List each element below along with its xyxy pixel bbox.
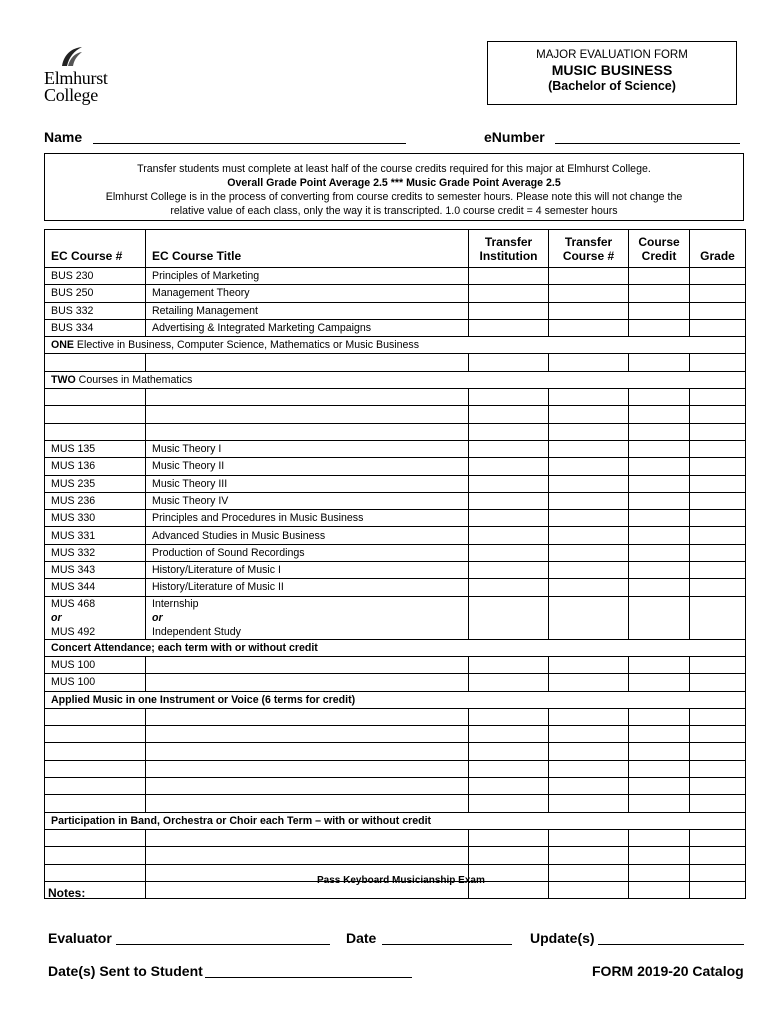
course-credit-cell[interactable] <box>629 319 690 336</box>
date-sent-field[interactable] <box>205 977 412 978</box>
course-title-cell <box>146 847 469 864</box>
course-row <box>45 268 746 285</box>
transfer-course-cell[interactable] <box>549 760 629 777</box>
transfer-course-cell[interactable] <box>549 302 629 319</box>
course-credit-cell[interactable] <box>629 406 690 423</box>
course-row <box>45 579 746 596</box>
grade-cell[interactable] <box>690 406 746 423</box>
transfer-institution-cell[interactable] <box>469 285 549 302</box>
course-number-cell <box>45 708 146 725</box>
section-count: TWO <box>51 373 76 386</box>
course-title-cell <box>146 760 469 777</box>
course-credit-cell[interactable] <box>629 492 690 509</box>
course-title: Independent Study <box>152 625 241 638</box>
course-row <box>45 743 746 760</box>
grade-cell[interactable] <box>690 527 746 544</box>
course-credit-cell[interactable] <box>629 562 690 579</box>
grade-cell[interactable] <box>690 423 746 440</box>
header-grade: Grade <box>690 230 746 268</box>
course-number-cell: BUS 230 <box>45 268 146 285</box>
course-credit-cell[interactable] <box>629 579 690 596</box>
transfer-course-cell[interactable] <box>549 527 629 544</box>
course-title-cell: Principles of Marketing <box>146 268 469 285</box>
course-number-cell <box>45 406 146 423</box>
grade-cell[interactable] <box>690 492 746 509</box>
transfer-course-cell[interactable] <box>549 743 629 760</box>
transfer-institution-cell[interactable] <box>469 527 549 544</box>
course-credit-cell[interactable] <box>629 743 690 760</box>
course-credit-cell[interactable] <box>629 268 690 285</box>
updates-label: Update(s) <box>530 930 595 946</box>
grade-cell[interactable] <box>690 562 746 579</box>
course-credit-cell[interactable] <box>629 475 690 492</box>
transfer-institution-cell[interactable] <box>469 562 549 579</box>
transfer-course-cell[interactable] <box>549 268 629 285</box>
transfer-course-cell[interactable] <box>549 423 629 440</box>
transfer-institution-cell[interactable] <box>469 596 549 639</box>
section-heading-cell: Applied Music in one Instrument or Voice (6 terms for credit) <box>45 691 746 708</box>
date-sent-label: Date(s) Sent to Student <box>48 963 203 979</box>
grade-cell[interactable] <box>690 285 746 302</box>
course-number-cell <box>45 596 146 639</box>
transfer-course-cell[interactable] <box>549 726 629 743</box>
transfer-course-cell[interactable] <box>549 475 629 492</box>
course-row <box>45 726 746 743</box>
logo-mark-icon <box>58 44 84 70</box>
transfer-institution-cell[interactable] <box>469 760 549 777</box>
course-credit-cell[interactable] <box>629 389 690 406</box>
form-title-line3: (Bachelor of Science) <box>548 79 676 93</box>
course-credit-cell[interactable] <box>629 544 690 561</box>
notes-label: Notes: <box>48 886 86 900</box>
transfer-course-cell[interactable] <box>549 579 629 596</box>
course-table <box>44 229 746 899</box>
course-number-cell <box>45 423 146 440</box>
course-number-cell <box>45 864 146 881</box>
transfer-course-cell[interactable] <box>549 847 629 864</box>
or-label: or <box>51 611 62 624</box>
course-row <box>45 544 746 561</box>
course-title-cell: Advertising & Integrated Marketing Campaigns <box>146 319 469 336</box>
course-row <box>45 492 746 509</box>
course-credit-cell[interactable] <box>629 674 690 691</box>
transfer-institution-cell[interactable] <box>469 406 549 423</box>
course-number-cell: MUS 331 <box>45 527 146 544</box>
course-number-cell <box>45 778 146 795</box>
form-title-line1: MAJOR EVALUATION FORM <box>536 49 688 61</box>
transfer-course-cell[interactable] <box>549 674 629 691</box>
logo-text-line2: College <box>44 85 98 105</box>
grade-cell[interactable] <box>690 847 746 864</box>
course-credit-cell[interactable] <box>629 708 690 725</box>
course-row <box>45 527 746 544</box>
transfer-institution-cell[interactable] <box>469 579 549 596</box>
course-row <box>45 708 746 725</box>
course-title-cell: Production of Sound Recordings <box>146 544 469 561</box>
course-title-cell <box>146 795 469 812</box>
enumber-label: eNumber <box>484 129 545 145</box>
course-title: Internship <box>152 597 199 610</box>
course-credit-cell[interactable] <box>629 285 690 302</box>
course-credit-cell[interactable] <box>629 656 690 673</box>
course-number-cell: MUS 100 <box>45 656 146 673</box>
course-row <box>45 458 746 475</box>
transfer-institution-cell[interactable] <box>469 847 549 864</box>
course-title-cell: Management Theory <box>146 285 469 302</box>
table-header-row <box>45 230 746 268</box>
course-title-cell <box>146 829 469 846</box>
course-title-cell <box>146 674 469 691</box>
course-row <box>45 285 746 302</box>
course-row <box>45 302 746 319</box>
course-credit-cell[interactable] <box>629 847 690 864</box>
grade-cell[interactable] <box>690 319 746 336</box>
transfer-institution-cell[interactable] <box>469 319 549 336</box>
transfer-institution-cell[interactable] <box>469 778 549 795</box>
course-credit-cell[interactable] <box>629 829 690 846</box>
transfer-institution-cell[interactable] <box>469 268 549 285</box>
course-number-cell: MUS 135 <box>45 440 146 457</box>
course-title-cell <box>146 708 469 725</box>
course-number-cell <box>45 829 146 846</box>
transfer-institution-cell[interactable] <box>469 354 549 371</box>
section-heading-cell <box>45 337 746 354</box>
grade-cell[interactable] <box>690 596 746 639</box>
form-catalog-label: FORM 2019-20 Catalog <box>592 963 744 979</box>
course-number-cell: MUS 343 <box>45 562 146 579</box>
course-number-cell: MUS 100 <box>45 674 146 691</box>
name-field[interactable] <box>93 143 406 144</box>
course-row <box>45 319 746 336</box>
pass-keyboard-label: Pass Keyboard Musicianship Exam <box>317 875 485 886</box>
course-title-cell <box>146 406 469 423</box>
section-heading-row <box>45 639 746 656</box>
section-heading-cell: Participation in Band, Orchestra or Choir each Term – with or without credit <box>45 812 746 829</box>
section-heading-row <box>45 691 746 708</box>
course-number-cell: MUS 136 <box>45 458 146 475</box>
course-title-cell: Retailing Management <box>146 302 469 319</box>
date-label: Date <box>346 930 377 946</box>
grade-cell[interactable] <box>690 829 746 846</box>
notice-line3: Elmhurst College is in the process of converting from course credits to semester hours. Please note this will not change the <box>105 191 683 203</box>
transfer-course-cell[interactable] <box>549 319 629 336</box>
transfer-institution-cell[interactable] <box>469 510 549 527</box>
course-title-cell: Music Theory II <box>146 458 469 475</box>
transfer-institution-cell[interactable] <box>469 458 549 475</box>
section-text: Elective in Business, Computer Science, Mathematics or Music Business <box>73 339 419 352</box>
course-number-cell <box>45 726 146 743</box>
course-number: MUS 492 <box>51 625 96 638</box>
course-number: MUS 468 <box>51 597 96 610</box>
transfer-institution-cell[interactable] <box>469 423 549 440</box>
date-field[interactable] <box>382 944 512 945</box>
course-number-cell <box>45 847 146 864</box>
course-number-cell <box>45 795 146 812</box>
transfer-course-cell[interactable] <box>549 406 629 423</box>
course-row <box>45 389 746 406</box>
grade-cell[interactable] <box>690 674 746 691</box>
course-row <box>45 656 746 673</box>
course-number-cell: MUS 332 <box>45 544 146 561</box>
header-transfer-institution: Transfer Institution <box>469 230 549 268</box>
notice-line4: relative value of each class, only the way it is transcripted. 1.0 course credit = 4 semester hours <box>170 205 618 217</box>
name-label: Name <box>44 129 83 145</box>
transfer-course-cell[interactable] <box>549 354 629 371</box>
transfer-course-cell[interactable] <box>549 562 629 579</box>
course-number-cell: MUS 235 <box>45 475 146 492</box>
transfer-course-cell[interactable] <box>549 881 629 898</box>
course-credit-cell[interactable] <box>629 527 690 544</box>
course-credit-cell[interactable] <box>629 864 690 881</box>
course-row <box>45 847 746 864</box>
notice-line1: Transfer students must complete at least half of the course credits required for this major at Elmhurst College. <box>137 163 651 175</box>
section-heading-row <box>45 371 746 388</box>
course-title-cell: Music Theory IV <box>146 492 469 509</box>
transfer-course-cell[interactable] <box>549 440 629 457</box>
course-alternative-row <box>45 596 746 639</box>
course-number-cell: BUS 334 <box>45 319 146 336</box>
transfer-course-cell[interactable] <box>549 864 629 881</box>
course-title-cell <box>146 743 469 760</box>
grade-cell[interactable] <box>690 743 746 760</box>
course-row <box>45 354 746 371</box>
section-heading-row <box>45 337 746 354</box>
course-row <box>45 510 746 527</box>
header-ec-course-title: EC Course Title <box>146 230 469 268</box>
transfer-course-cell[interactable] <box>549 795 629 812</box>
course-number-cell: MUS 236 <box>45 492 146 509</box>
course-title-cell: Music Theory III <box>146 475 469 492</box>
evaluator-field[interactable] <box>116 944 330 945</box>
transfer-course-cell[interactable] <box>549 458 629 475</box>
grade-cell[interactable] <box>690 268 746 285</box>
section-heading-row <box>45 812 746 829</box>
notice-line2: Overall Grade Point Average 2.5 *** Music Grade Point Average 2.5 <box>227 177 561 189</box>
grade-cell[interactable] <box>690 458 746 475</box>
grade-cell[interactable] <box>690 475 746 492</box>
course-number-cell <box>45 389 146 406</box>
course-number-cell: BUS 332 <box>45 302 146 319</box>
transfer-course-cell[interactable] <box>549 285 629 302</box>
grade-cell[interactable] <box>690 864 746 881</box>
course-title-cell: Music Theory I <box>146 440 469 457</box>
course-title-cell <box>146 423 469 440</box>
course-row <box>45 795 746 812</box>
transfer-institution-cell[interactable] <box>469 302 549 319</box>
grade-cell[interactable] <box>690 708 746 725</box>
course-credit-cell[interactable] <box>629 423 690 440</box>
transfer-institution-cell[interactable] <box>469 726 549 743</box>
grade-cell[interactable] <box>690 510 746 527</box>
course-row <box>45 423 746 440</box>
grade-cell[interactable] <box>690 354 746 371</box>
logo-text-line1: Elmhurst <box>44 68 108 88</box>
header-ec-course-number: EC Course # <box>45 230 146 268</box>
course-title-cell <box>146 656 469 673</box>
transfer-institution-cell[interactable] <box>469 544 549 561</box>
transfer-course-cell[interactable] <box>549 778 629 795</box>
grade-cell[interactable] <box>690 389 746 406</box>
course-number-cell: MUS 330 <box>45 510 146 527</box>
course-row <box>45 440 746 457</box>
course-title-cell: History/Literature of Music II <box>146 579 469 596</box>
transfer-course-cell[interactable] <box>549 389 629 406</box>
course-number-cell <box>45 354 146 371</box>
course-title-cell: Principles and Procedures in Music Business <box>146 510 469 527</box>
section-count: ONE <box>51 339 74 352</box>
course-row <box>45 475 746 492</box>
grade-cell[interactable] <box>690 544 746 561</box>
course-credit-cell[interactable] <box>629 302 690 319</box>
transfer-institution-cell[interactable] <box>469 829 549 846</box>
grade-cell[interactable] <box>690 778 746 795</box>
transfer-institution-cell[interactable] <box>469 795 549 812</box>
transfer-institution-cell[interactable] <box>469 440 549 457</box>
grade-cell[interactable] <box>690 579 746 596</box>
transfer-course-cell[interactable] <box>549 510 629 527</box>
course-title-cell <box>146 389 469 406</box>
transfer-course-cell[interactable] <box>549 492 629 509</box>
course-title-cell <box>146 354 469 371</box>
grade-cell[interactable] <box>690 760 746 777</box>
grade-cell[interactable] <box>690 795 746 812</box>
transfer-institution-cell[interactable] <box>469 389 549 406</box>
college-logo <box>44 44 124 108</box>
course-credit-cell[interactable] <box>629 440 690 457</box>
form-title-line2: MUSIC BUSINESS <box>551 62 673 78</box>
course-credit-cell[interactable] <box>629 726 690 743</box>
transfer-institution-cell[interactable] <box>469 708 549 725</box>
course-credit-cell[interactable] <box>629 760 690 777</box>
transfer-notice <box>44 153 744 221</box>
grade-cell[interactable] <box>690 881 746 898</box>
course-row <box>45 778 746 795</box>
section-heading-cell: Concert Attendance; each term with or without credit <box>45 639 746 656</box>
transfer-course-cell[interactable] <box>549 544 629 561</box>
transfer-course-cell[interactable] <box>549 656 629 673</box>
course-row <box>45 406 746 423</box>
evaluator-label: Evaluator <box>48 930 112 946</box>
course-credit-cell[interactable] <box>629 881 690 898</box>
transfer-institution-cell[interactable] <box>469 743 549 760</box>
course-credit-cell[interactable] <box>629 510 690 527</box>
grade-cell[interactable] <box>690 656 746 673</box>
updates-field[interactable] <box>598 944 744 945</box>
course-row <box>45 674 746 691</box>
transfer-institution-cell[interactable] <box>469 475 549 492</box>
course-row <box>45 829 746 846</box>
header-transfer-course-number: Transfer Course # <box>549 230 629 268</box>
transfer-course-cell[interactable] <box>549 596 629 639</box>
grade-cell[interactable] <box>690 726 746 743</box>
course-row <box>45 760 746 777</box>
course-number-cell: MUS 344 <box>45 579 146 596</box>
grade-cell[interactable] <box>690 302 746 319</box>
course-credit-cell[interactable] <box>629 795 690 812</box>
or-label: or <box>152 611 163 624</box>
grade-cell[interactable] <box>690 440 746 457</box>
course-title-cell <box>146 726 469 743</box>
form-title-box <box>487 41 737 105</box>
enumber-field[interactable] <box>555 143 740 144</box>
course-credit-cell[interactable] <box>629 354 690 371</box>
course-title-cell: Advanced Studies in Music Business <box>146 527 469 544</box>
course-title-cell <box>146 778 469 795</box>
course-row <box>45 562 746 579</box>
section-text: Courses in Mathematics <box>75 373 193 386</box>
course-title-cell: History/Literature of Music I <box>146 562 469 579</box>
transfer-course-cell[interactable] <box>549 829 629 846</box>
course-credit-cell[interactable] <box>629 458 690 475</box>
course-number-cell <box>45 743 146 760</box>
section-heading-cell <box>45 371 746 388</box>
course-number-cell: BUS 250 <box>45 285 146 302</box>
transfer-institution-cell[interactable] <box>469 674 549 691</box>
course-title-cell <box>146 596 469 639</box>
course-credit-cell[interactable] <box>629 778 690 795</box>
course-credit-cell[interactable] <box>629 596 690 639</box>
transfer-institution-cell[interactable] <box>469 656 549 673</box>
transfer-institution-cell[interactable] <box>469 492 549 509</box>
transfer-course-cell[interactable] <box>549 708 629 725</box>
header-course-credit: Course Credit <box>629 230 690 268</box>
course-number-cell <box>45 760 146 777</box>
